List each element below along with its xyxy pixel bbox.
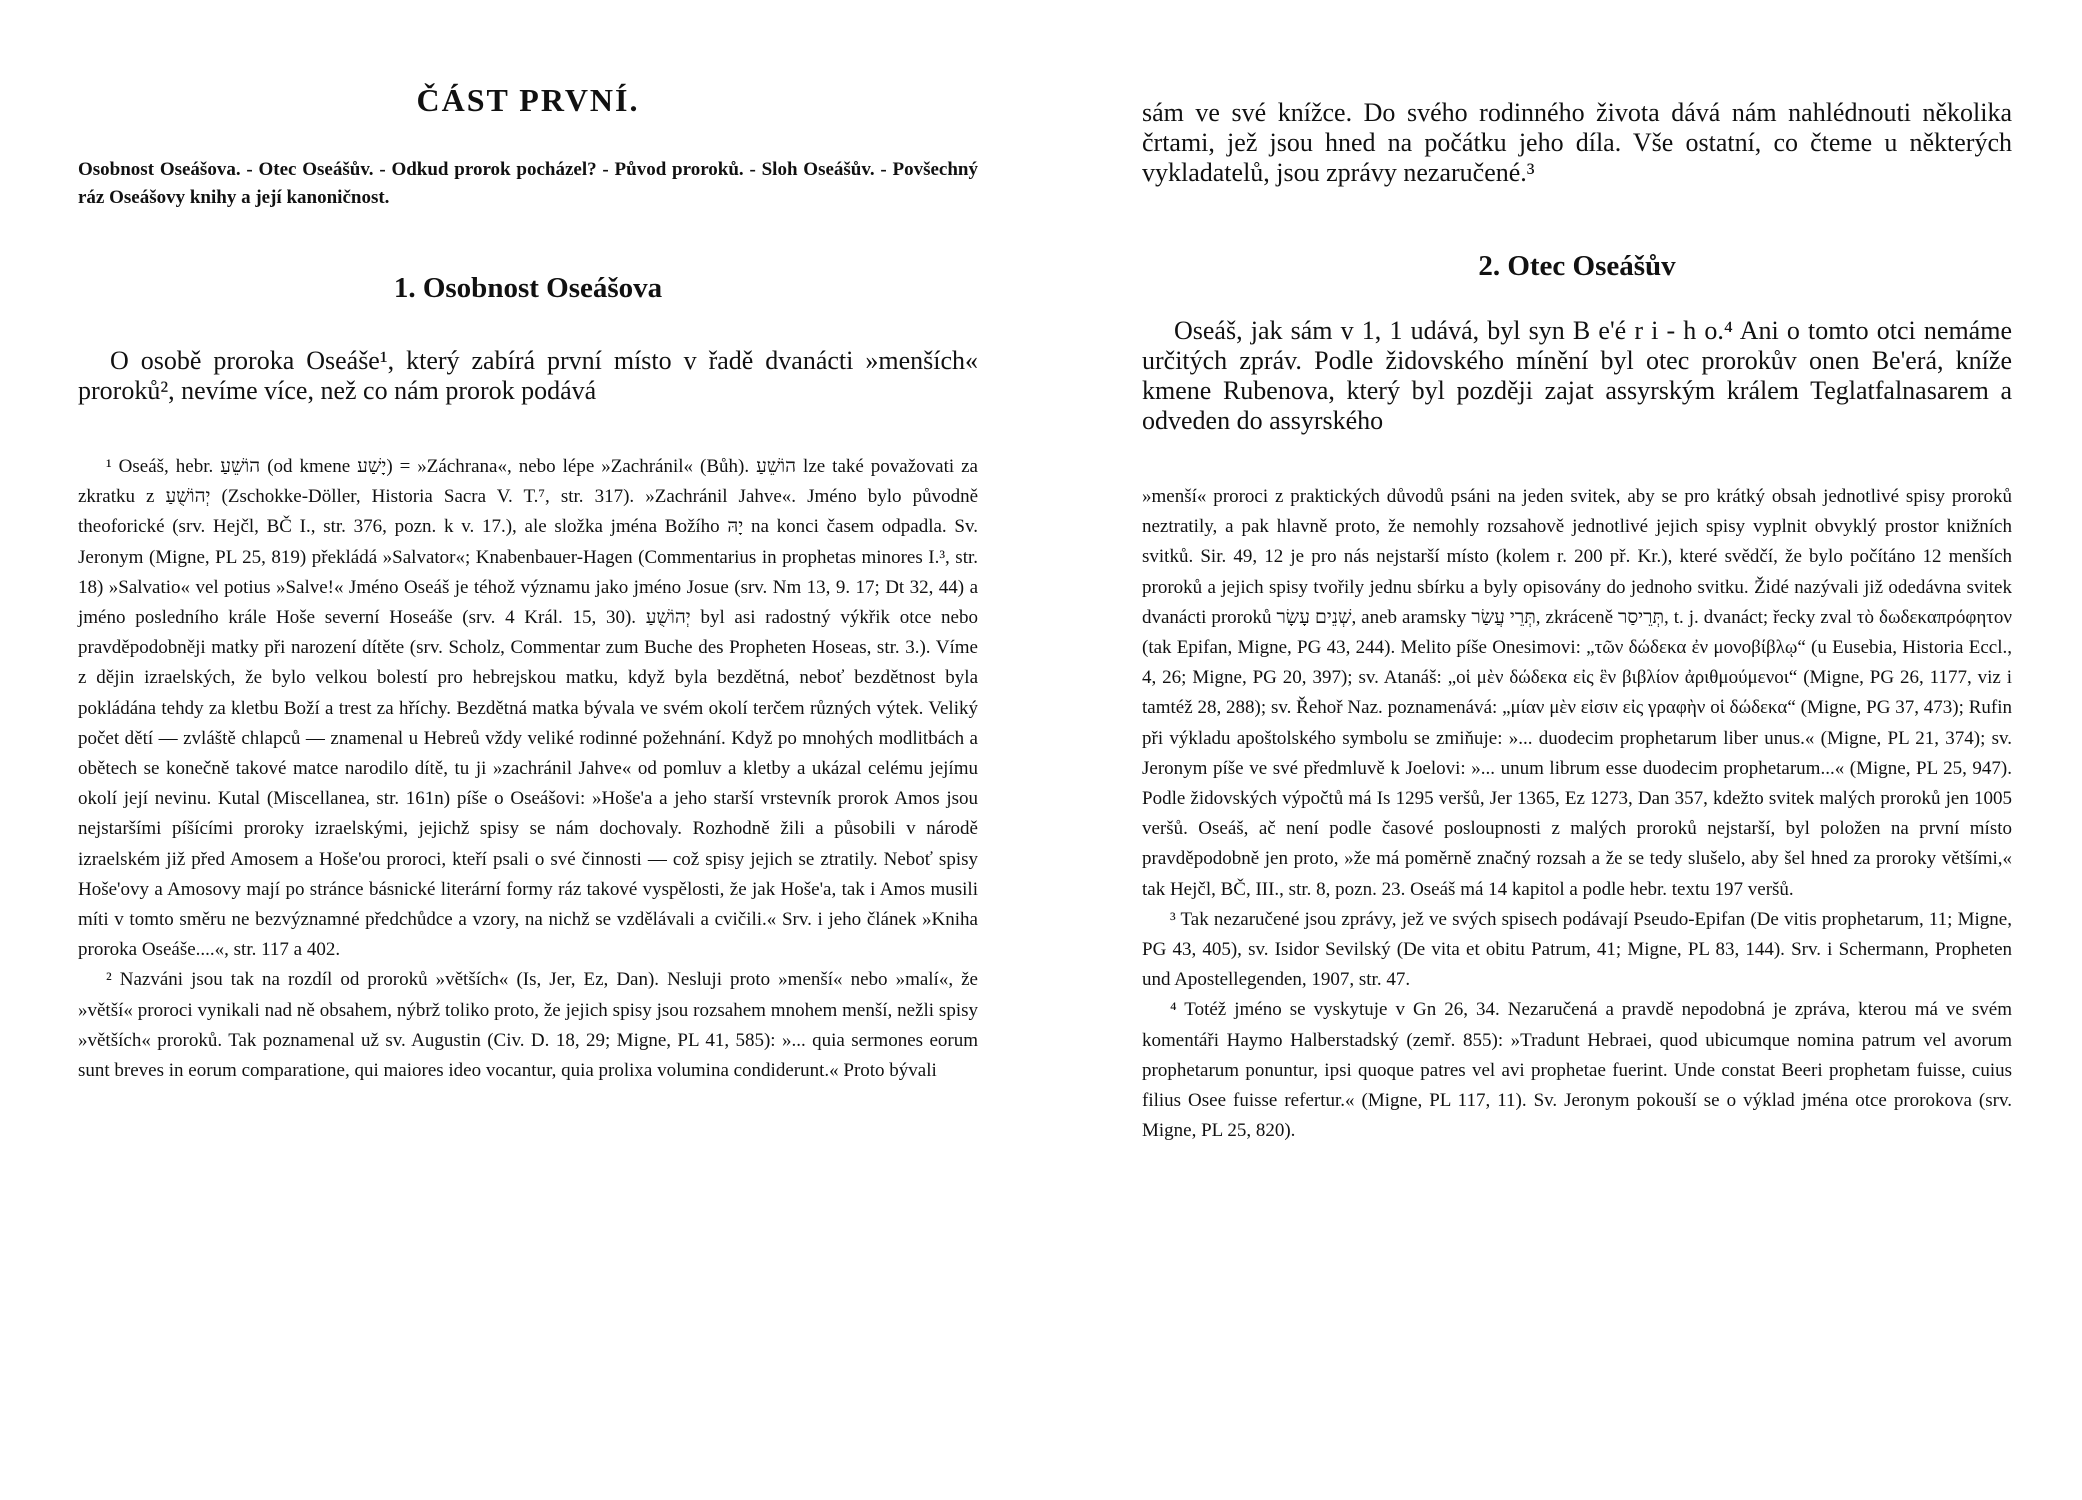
footnote-2: ² Nazváni jsou tak na rozdíl od proroků »větších« (Is, Jer, Ez, Dan). Nesluji proto »menší« nebo »malí«, že »větší« proroci vynikali nad ně obsahem, nýbrž toliko proto, že jejich spisy jsou rozsahem mnohem menší, nežli spisy »větších« proroků. Tak poznamenal už sv. Augustin (Civ. D. 18, 29; Migne, PL 41, 585): »... quia sermones eorum sunt breves in eorum comparatione, qui maiores ideo vocantur, quia prolixa volumina condiderunt.« Proto bývali [78, 969, 978, 1082]
section-title-1: 1. Osobnost Oseášova [393, 272, 663, 304]
chapter-summary: Osobnost Oseášova. - Otec Oseášův. - Odkud prorok pocházel? - Původ proroků. - Sloh Oseášův. - Povšechný ráz Oseášovy knihy a její kanoničnost. [78, 159, 978, 208]
right-page [1142, 0, 2012, 1500]
footnote-1: ¹ Oseáš, hebr. הוֹשֵׁעַ (od kmene יָשַׁע) = »Záchrana«, nebo lépe »Zachránil« (Bůh). הוֹשֵׁעַ lze také považovati za zkratku z יְהוֹשֻׁעַ (Zschokke-Döller, Historia Sacra V. T.⁷, str. 317). »Zachránil Jahve«. Jméno bylo původně theoforické (srv. Hejčl, BČ I., str. 376, pozn. k v. 17.), ale složka jména Božího יָהּ na konci časem odpadla. Sv. Jeronym (Migne, PL 25, 819) překládá »Salvator«; Knabenbauer-Hagen (Commentarius in prophetas minores I.³, str. 18) »Salvatio« vel potius »Salve!« Jméno Oseáš je téhož významu jako jméno Josue (srv. Nm 13, 9. 17; Dt 32, 44) a jméno posledního krále Hoše severní Hoseáše (srv. 4 Král. 15, 30). יְהוֹשֻׁעַ byl asi radostný výkřik otce nebo pravděpodobněji matky při narození dítěte (srv. Scholz, Commentar zum Buche des Propheten Hoseas, str. 3.). Víme z dějin izraelských, že bylo velkou bolestí pro hebrejskou matku, když byla bezdětná, neboť bezdětnost byla pokládána tehdy za kletbu Boží a trest za hříchy. Bezdětná matka bývala ve svém okolí terčem různých výtek. Veliký počet dětí — zvláště chlapců — znamenal u Hebreů vždy veliké rodinné požehnání. Když po mnohých modlitbách a obětech se konečně takové matce narodilo dítě, tu ji »zachránil Jahve« od pomluv a kletby a ukázal celému jejímu okolí její nevinu. Kutal (Miscellanea, str. 161n) píše o Oseášovi: »Hoše'a a jeho starší vrstevník prorok Amos jsou nejstaršími píšícími proroky izraelskými, jejichž spisy se nám dochovaly. Rozhodně žili a působili v národě izraelském již před Amosem a Hoše'ou proroci, kteří psali o své činnosti — což spisy jejich se ztratily. Neboť spisy Hoše'ovy a Amosovy mají po stránce básnické literární formy ráz takové vyspělosti, že jak Hoše'a, tak i Amos musili míti v tomto směru ne bezvýznamné předchůdce a vzory, na nichž se vzdělávali a cvičili.« Srv. i jeho článek »Kniha proroka Oseáše....«, str. 117 a 402. [78, 456, 978, 961]
footnotes-left [78, 452, 978, 1086]
footnotes-right [1142, 482, 2012, 1146]
body-paragraph-1: O osobě proroka Oseáše¹, který zabírá první místo v řadě dvanácti »menších« proroků², nevíme více, než co nám prorok podává [78, 346, 978, 405]
section-title-2: 2. Otec Oseášův [1478, 250, 1676, 282]
part-title: ČÁST PRVNÍ. [416, 82, 640, 118]
left-page [78, 0, 978, 1500]
body-continuation: sám ve své knížce. Do svého rodinného života dává nám nahlédnouti několika črtami, jež jsou hned na počátku jeho díla. Vše ostatní, co čteme u některých vykladatelů, jsou zprávy nezaručené.³ [1142, 98, 2012, 187]
footnote-3: ³ Tak nezaručené jsou zprávy, jež ve svých spisech podávají Pseudo-Epifan (De vitis prophetarum, 11; Migne, PG 43, 405), sv. Isidor Sevilský (De vita et obitu Patrum, 41; Migne, PL 83, 144). Srv. i Schermann, Propheten und Apostellegenden, 1907, str. 47. [1142, 908, 2012, 991]
footnote-2-continuation: »menší« proroci z praktických důvodů psáni na jeden svitek, aby se pro krátký obsah jednotlivé spisy proroků neztratily, a pak hlavně proto, že nemohly rozsahově jednotlivé jejich spisy vyplnit obvyklý prostor knižních svitků. Sir. 49, 12 je pro nás nejstarší místo (kolem r. 200 př. Kr.), které svědčí, že bylo počítáno 12 menších proroků a jejich spisy tvořily jednu sbírku a byly opisovány do jednoho svitku. Židé nazývali již odedávna svitek dvanácti proroků שְׁנֵים עָשָׂר, aneb aramsky תְּרֵי עֲשַׂר, zkráceně תְּרֵיסַר, t. j. dvanáct; řecky zval τὸ δωδεκαπρόφητον (tak Epifan, Migne, PG 43, 244). Melito píše Onesimovi: „τῶν δώδεκα ἐν μονοβίβλῳ“ (u Eusebia, Historia Eccl., 4, 26; Migne, PG 20, 397); sv. Atanáš: „οἱ μὲν δώδεκα εἰς ἓν βιβλίον ἀριθμούμενοι“ (Migne, PG 26, 1177, viz i tamtéž 28, 288); sv. Řehoř Naz. poznamenává: „μίαν μὲν εἰσιν εἰς γραφὴν οἱ δώδεκα“ (Migne, PG 37, 473); Rufin při výkladu apoštolského symbolu se zmiňuje: »... duodecim prophetarum liber unus.« (Migne, PL 21, 374); sv. Jeronym píše ve své předmluvě k Joelovi: »... unum librum esse duodecim prophetarum...« (Migne, PL 25, 947). Podle židovských výpočtů má Is 1295 veršů, Jer 1365, Ez 1273, Dan 357, kdežto svitek malých proroků jen 1005 veršů. Oseáš, ač není podle časové posloupnosti z malých proroků nejstarší, byl položen na první místo pravděpodobně jen proto, »že má poměrně značný rozsah a že se tedy slušelo, aby šel hned za proroky většími,« tak Hejčl, BČ, III., str. 8, pozn. 23. Oseáš má 14 kapitol a podle hebr. textu 197 veršů. [1142, 486, 2012, 900]
footnote-4: ⁴ Totéž jméno se vyskytuje v Gn 26, 34. Nezaručená a pravdě nepodobná je zpráva, kterou má ve svém komentáři Haymo Halberstadský (zemř. 855): »Tradunt Hebraei, quod ubicumque nomina patrum vel avorum prophetarum ponuntur, ipsi quoque patres vel avi prophetae fuerint. Unde constat Beeri prophetam fuisse, cuius filius Osee fuisse refertur.« (Migne, PL 117, 11). Sv. Jeronym pokouší se o výklad jména otce prorokova (srv. Migne, PL 25, 820). [1142, 999, 2012, 1142]
body-paragraph-2: Oseáš, jak sám v 1, 1 udává, byl syn B e'é r i - h o.⁴ Ani o tomto otci nemáme určitých zpráv. Podle židovského mínění byl otec prorokův onen Be'erá, kníže kmene Rubenova, který byl později zajat assyrským králem Teglatfalnasarem a odveden do assyrského [1142, 316, 2012, 435]
